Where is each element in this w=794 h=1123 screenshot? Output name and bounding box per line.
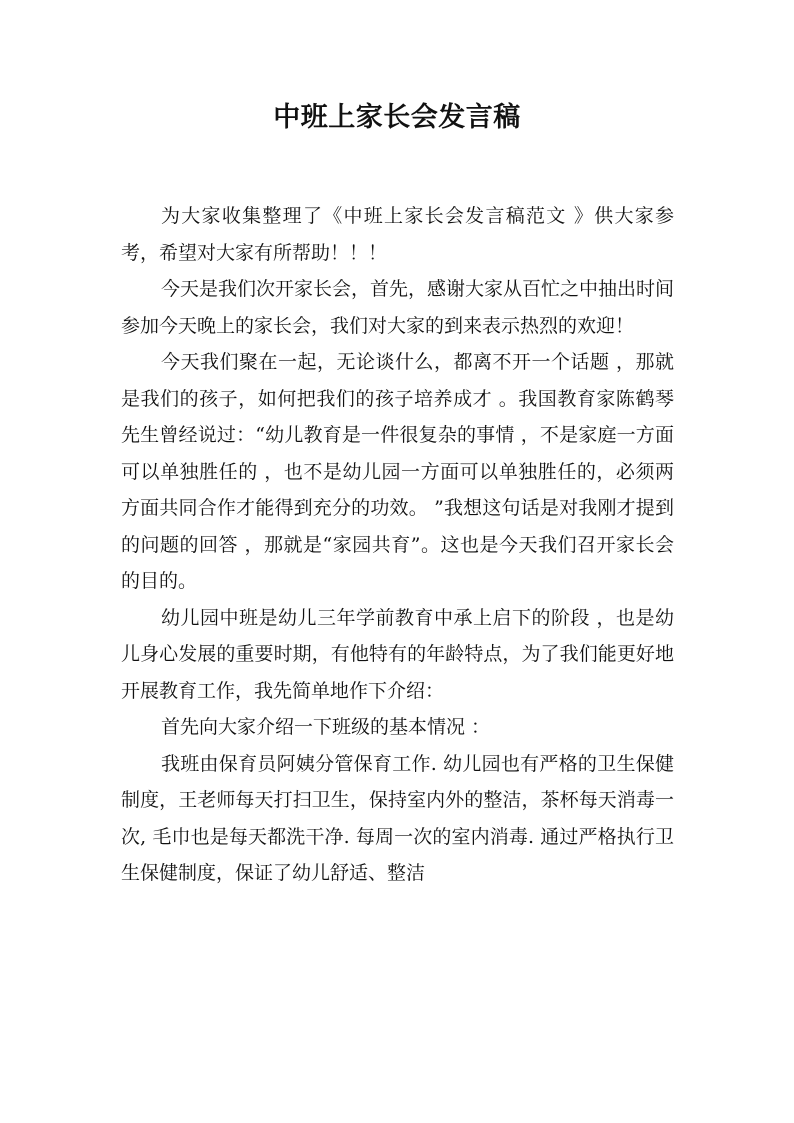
paragraph-intro: 为大家收集整理了《中班上家长会发言稿范文 》供大家参考，希望对大家有所帮助！！！ (121, 205, 674, 264)
paragraph-class-intro: 首先向大家介绍一下班级的基本情况 ： (161, 716, 491, 738)
paragraph-hygiene: 我班由保育员阿姨分管保育工作. 幼儿园也有严格的卫生保健制度，王老师每天打扫卫生，保持室内外的整洁，茶杯每天消毒一次, 毛巾也是每天都洗干净. 每周一次的室内消毒. 通过严格执行卫生保健制度，保证了幼儿舒适、整洁 (121, 752, 674, 884)
paragraph-middle-class: 幼儿园中班是幼儿三年学前教育中承上启下的阶段 ，也是幼儿身心发展的重要时期，有他特有的年龄特点，为了我们能更好地开展教育工作，我先简单地作下介绍： (121, 606, 674, 702)
paragraph-home-school: 今天我们聚在一起，无论谈什么，都离不开一个话题 ，那就是我们的孩子，如何把我们的孩子培养成才 。我国教育家陈鹤琴先生曾经说过：“幼儿教育是一件很复杂的事情 ，不是家庭一方面可以单独胜任的 ，也不是幼儿园一方面可以单独胜任的，必须两方面共同合作才能得到充分的功效。 ”我想这句话是对我刚才提到的问题的回答 ，那就是“家园共育”。这也是今天我们召开家长会的目的。 (121, 351, 674, 592)
document-title: 中班上家长会发言稿 (273, 102, 521, 133)
document-body (121, 198, 674, 892)
paragraph-welcome: 今天是我们次开家长会，首先，感谢大家从百忙之中抽出时间参加今天晚上的家长会，我们对大家的到来表示热烈的欢迎！ (121, 278, 675, 337)
